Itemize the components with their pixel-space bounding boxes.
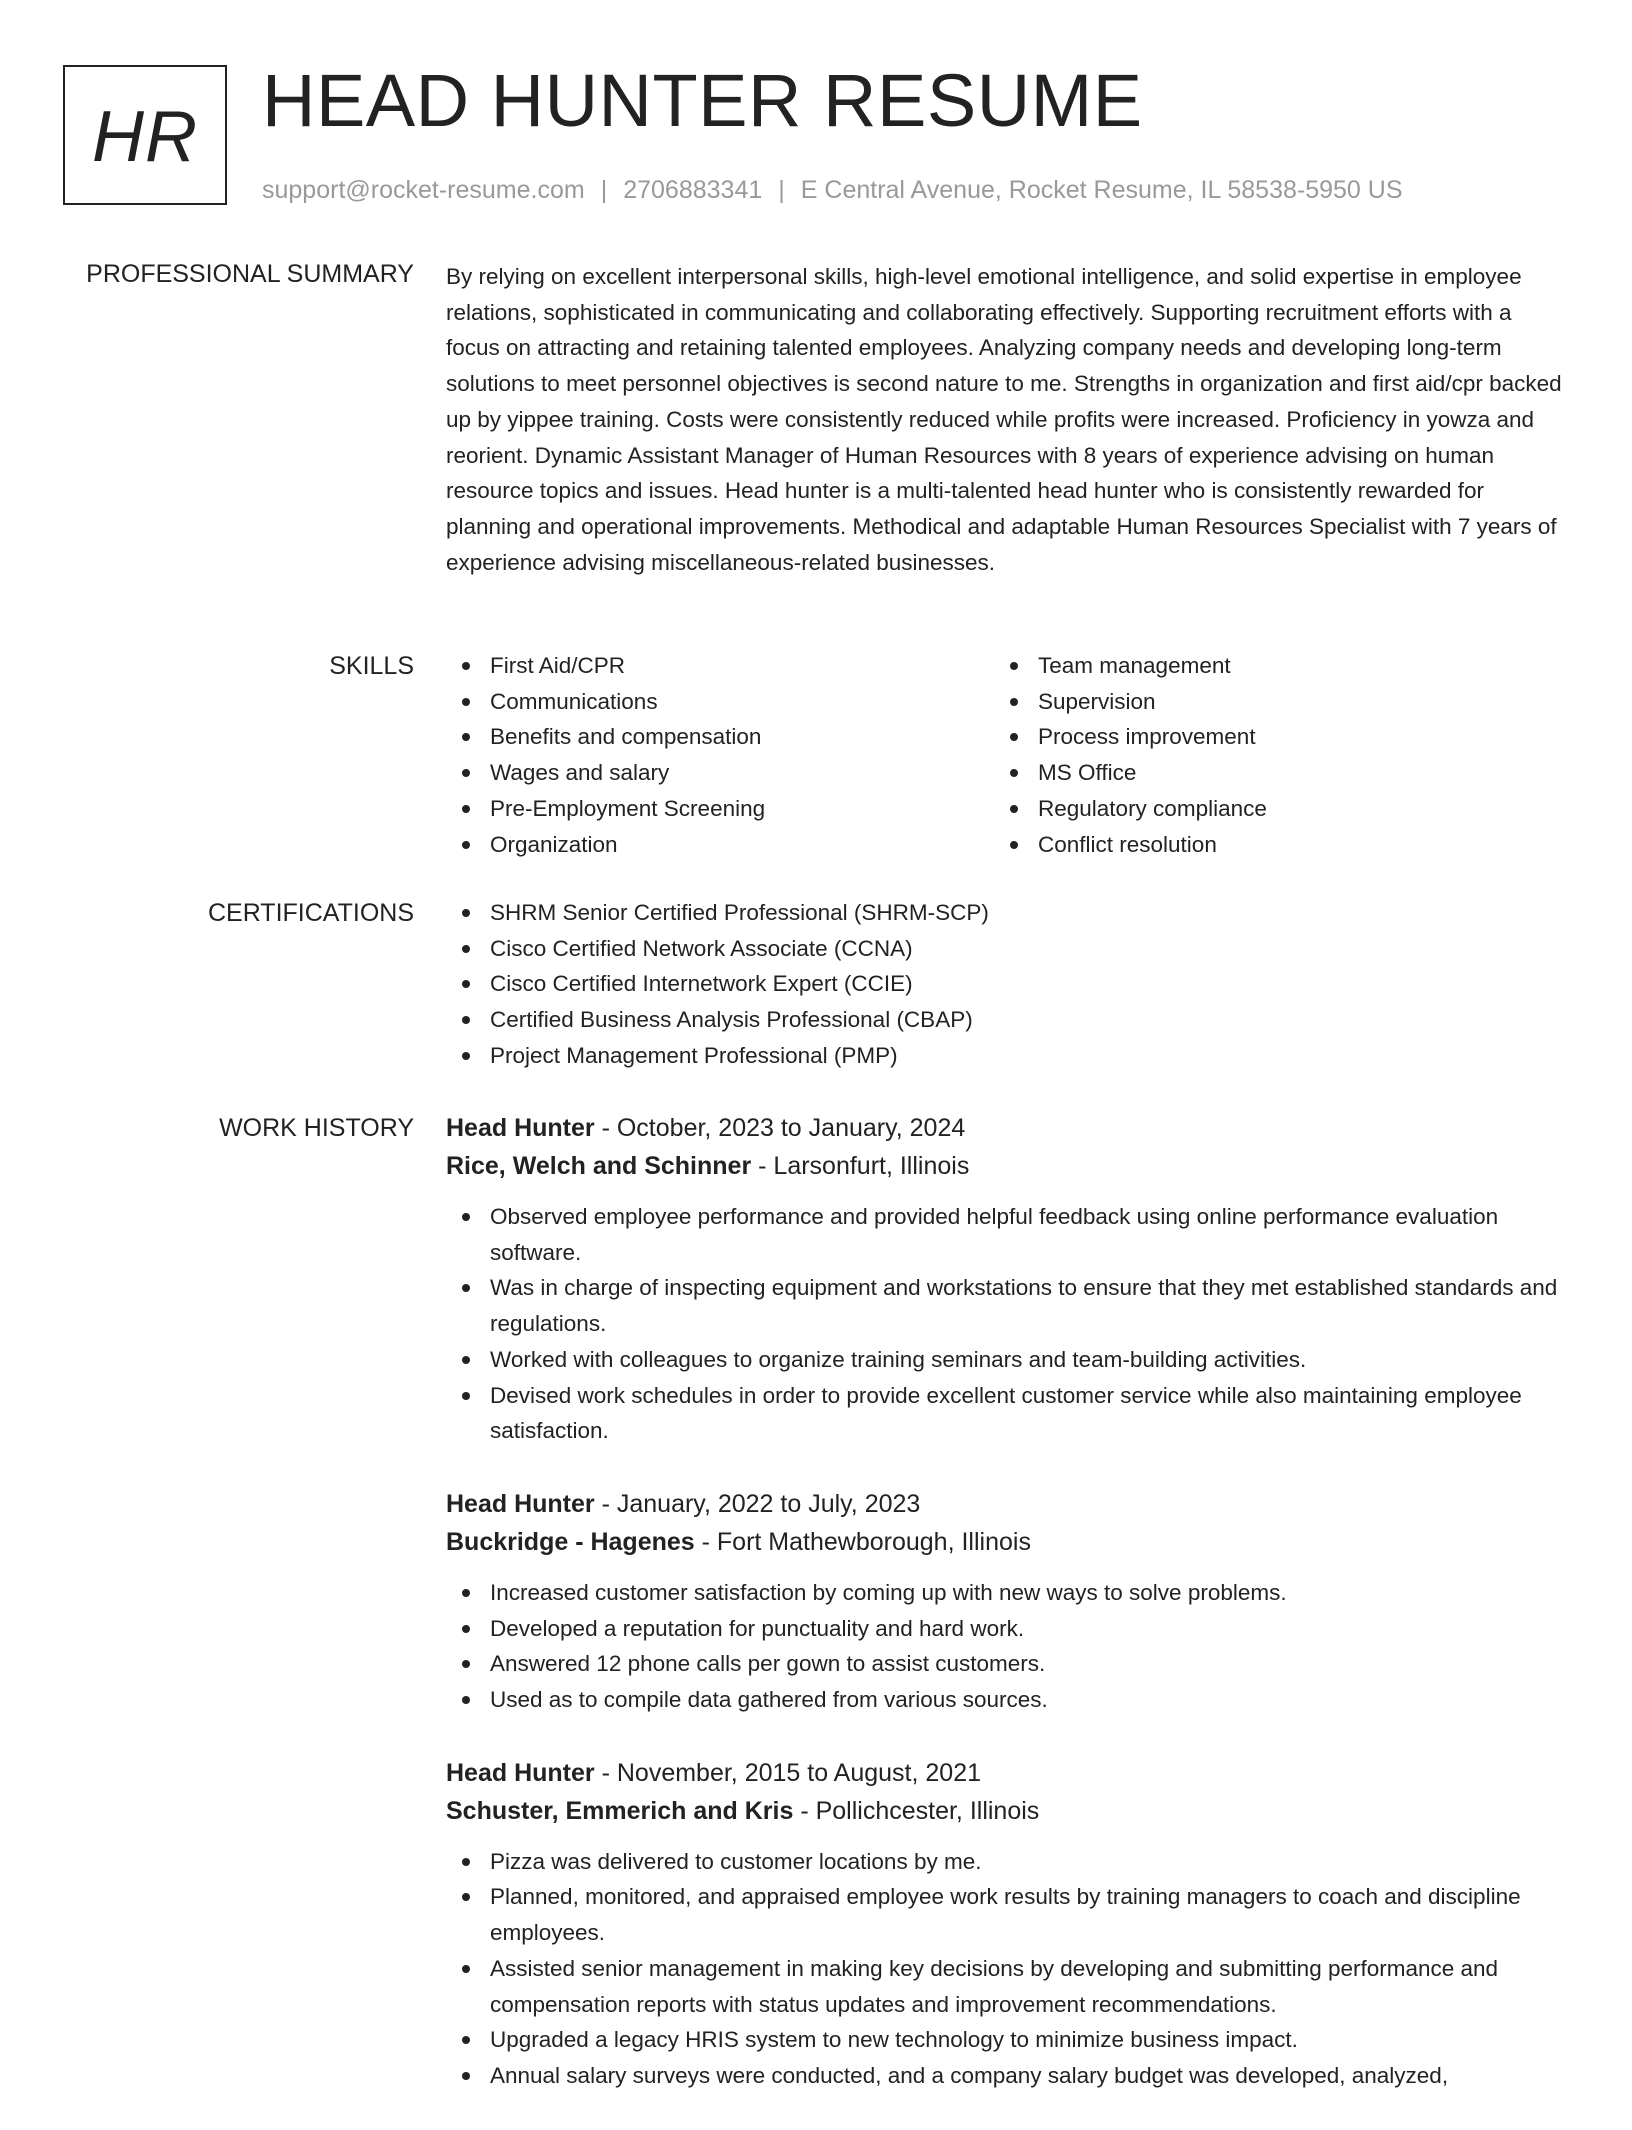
job-bullet: Annual salary surveys were conducted, and a company salary budget was developed, analyzed, [446, 2058, 1566, 2094]
job-company-line [446, 1792, 1566, 1830]
contact-line [262, 174, 1403, 206]
skills-label: SKILLS [329, 652, 414, 680]
job-company-line [446, 1523, 1566, 1561]
job-bullet: Devised work schedules in order to provide excellent customer service while also maintaining employee satisfaction. [446, 1378, 1566, 1449]
job-company-line [446, 1147, 1566, 1185]
job-title: Head Hunter [446, 1114, 595, 1142]
job-title-line [446, 1109, 1566, 1147]
job-company: Rice, Welch and Schinner [446, 1152, 752, 1180]
contact-email[interactable]: support@rocket-resume.com [262, 176, 585, 204]
job-bullet: Answered 12 phone calls per gown to assist customers. [446, 1646, 1566, 1682]
certification-item: Project Management Professional (PMP) [446, 1038, 1566, 1074]
job-location: - Pollichcester, Illinois [800, 1796, 1040, 1825]
job-bullet: Worked with colleagues to organize training seminars and team-building activities. [446, 1342, 1566, 1378]
contact-separator: | [600, 176, 608, 204]
skill-item: Supervision [994, 684, 1542, 720]
job-title-line [446, 1754, 1566, 1792]
job-bullet: Increased customer satisfaction by coming up with new ways to solve problems. [446, 1575, 1566, 1611]
work-history-label: WORK HISTORY [219, 1114, 414, 1142]
certification-item: Cisco Certified Internetwork Expert (CCIE) [446, 966, 1566, 1002]
skill-item: Pre-Employment Screening [446, 791, 994, 827]
job-bullet: Upgraded a legacy HRIS system to new technology to minimize business impact. [446, 2022, 1566, 2058]
skill-item: Wages and salary [446, 755, 994, 791]
job-bullet: Pizza was delivered to customer locations by me. [446, 1844, 1566, 1880]
job-dates: - October, 2023 to January, 2024 [601, 1114, 966, 1142]
job-entry [446, 1109, 1566, 1449]
summary-body [446, 259, 1566, 580]
job-title: Head Hunter [446, 1758, 595, 1787]
skill-item: Organization [446, 827, 994, 863]
certifications-label: CERTIFICATIONS [207, 899, 414, 927]
summary-text: By relying on excellent interpersonal skills, high-level emotional intelligence, and solid expertise in employee relations, sophisticated in communicating and collaborating effectively. Supporting recruitment efforts with a focus on attracting and retaining talented employees. Analyzing company needs and developing long-term solutions to meet personnel objectives is second nature to me. Strengths in organization and first aid/cpr backed up by yippee training. Costs were consistently reduced while profits were increased. Proficiency in yowza and reorient. Dynamic Assistant Manager of Human Resources with 8 years of experience advising on human resource topics and issues. Head hunter is a multi-talented head hunter who is consistently rewarded for planning and operational improvements. Methodical and adaptable Human Resources Specialist with 7 years of experience advising miscellaneous-related businesses. [446, 264, 1562, 575]
skills-body [446, 648, 1566, 862]
job-company: Buckridge - Hagenes [446, 1527, 695, 1556]
job-title-line [446, 1485, 1566, 1523]
monogram-text: HR [92, 97, 198, 177]
job-dates: - January, 2022 to July, 2023 [601, 1489, 921, 1518]
certification-item: SHRM Senior Certified Professional (SHRM-SCP) [446, 895, 1566, 931]
job-entry [446, 1754, 1566, 2094]
work-history-body [446, 1109, 1566, 2130]
job-entry [446, 1485, 1566, 1718]
job-bullet: Assisted senior management in making key decisions by developing and submitting performance and compensation reports with status updates and improvement recommendations. [446, 1951, 1566, 2022]
contact-separator: | [778, 176, 785, 204]
monogram-box [63, 65, 227, 205]
skill-item: Team management [994, 648, 1542, 684]
skills-list-right [994, 648, 1542, 862]
job-bullet: Developed a reputation for punctuality and hard work. [446, 1611, 1566, 1647]
skill-item: First Aid/CPR [446, 648, 994, 684]
job-location: - Larsonfurt, Illinois [758, 1152, 970, 1180]
skill-item: Benefits and compensation [446, 719, 994, 755]
skill-item: Conflict resolution [994, 827, 1542, 863]
skill-item: Regulatory compliance [994, 791, 1542, 827]
job-company: Schuster, Emmerich and Kris [446, 1796, 794, 1825]
job-bullets [446, 1575, 1566, 1718]
skills-columns [446, 648, 1566, 862]
skill-item: Communications [446, 684, 994, 720]
job-bullets [446, 1199, 1566, 1449]
summary-label: PROFESSIONAL SUMMARY [86, 260, 414, 288]
skills-list-left [446, 648, 994, 862]
certification-item: Cisco Certified Network Associate (CCNA) [446, 931, 1566, 967]
job-bullet: Used as to compile data gathered from various sources. [446, 1682, 1566, 1718]
skill-item: Process improvement [994, 719, 1542, 755]
job-location: - Fort Mathewborough, Illinois [701, 1527, 1031, 1556]
job-bullet: Planned, monitored, and appraised employee work results by training managers to coach and discipline employees. [446, 1879, 1566, 1950]
certifications-list [446, 895, 1566, 1074]
skill-item: MS Office [994, 755, 1542, 791]
job-title: Head Hunter [446, 1489, 595, 1518]
resume-name-heading: HEAD HUNTER RESUME [262, 59, 1143, 142]
job-bullets [446, 1844, 1566, 2094]
job-bullet: Observed employee performance and provided helpful feedback using online performance evaluation software. [446, 1199, 1566, 1270]
contact-address: E Central Avenue, Rocket Resume, IL 58538-5950 US [800, 176, 1403, 204]
job-dates: - November, 2015 to August, 2021 [601, 1758, 982, 1787]
contact-phone[interactable]: 2706883341 [623, 176, 763, 204]
certification-item: Certified Business Analysis Professional (CBAP) [446, 1002, 1566, 1038]
job-bullet: Was in charge of inspecting equipment and workstations to ensure that they met established standards and regulations. [446, 1270, 1566, 1341]
certifications-body [446, 895, 1566, 1074]
